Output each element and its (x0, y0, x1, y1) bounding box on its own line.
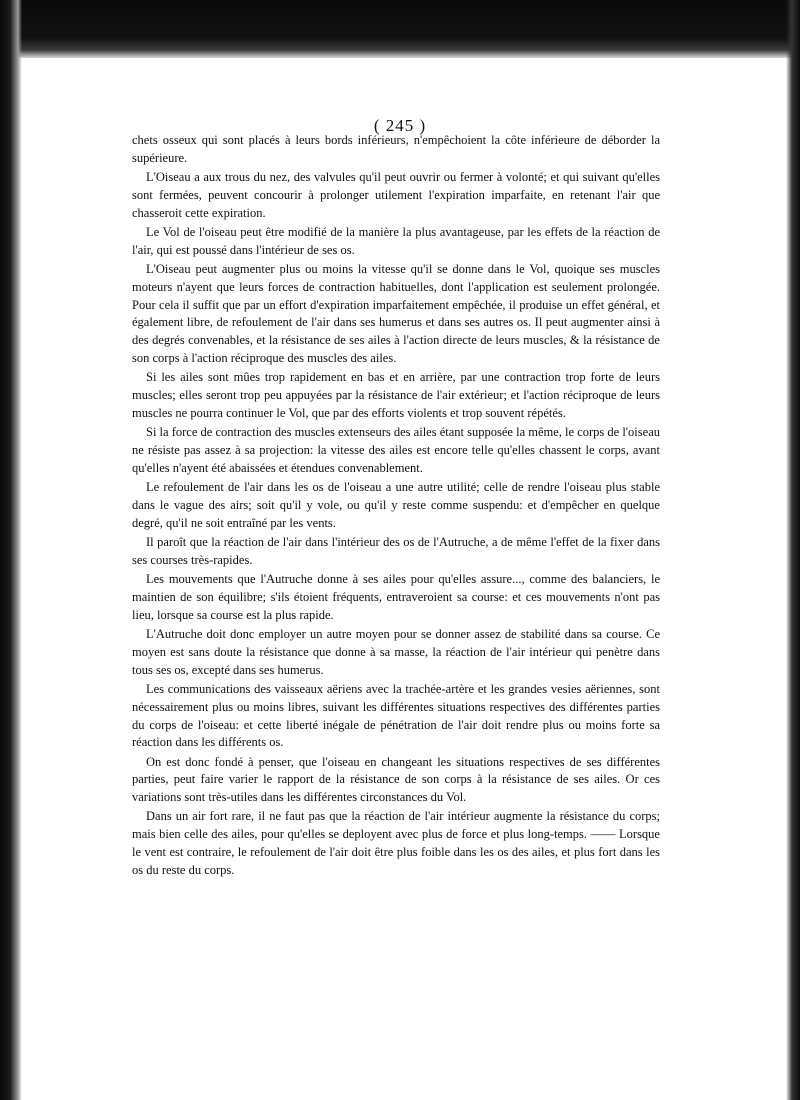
paragraph: Les mouvements que l'Autruche donne à ses ailes pour qu'elles assure..., comme des balanciers, le maintien de son équilibre; s'ils étoient fréquents, entraveroient sa course: et ces mouvements n'ont pas lieu, lorsque sa course est la plus rapide. (132, 572, 660, 622)
paragraph: Les communications des vaisseaux aëriens avec la trachée-artère et les grandes vesies aëriennes, sont nécessairement plus ou moins libres, suivant les différentes situations respectives des différentes parties du corps de l'oiseau: et cette liberté inégale de pénétration de l'air doit rendre plus ou moins forte sa réaction dans les différents os. (132, 681, 660, 750)
paragraph: L'Oiseau a aux trous du nez, des valvules qu'il peut ouvrir ou fermer à volonté; et qui suivant qu'elles sont fermées, peuvent concourir à prolonger utilement l'expiration imparfaite, en retenant l'air que chasseroit cette expiration. (132, 170, 660, 220)
scan-border-right (786, 0, 800, 1100)
paragraph: Le refoulement de l'air dans les os de l'oiseau a une autre utilité; celle de rendre l'oiseau plus stable dans le vague des airs; soit qu'il y vole, ou qu'il y reste comme suspendu: et d'empêcher en quelque degré, qu'il ne soit entraîné par les vents. (132, 480, 660, 530)
paragraph: On est donc fondé à penser, que l'oiseau en changeant les situations respectives de ses différentes parties, peut faire varier le rapport de la résistance de son corps à la résistance de ses ailes. Or ces variations sont très-utiles dans les différentes circonstances du Vol. (132, 754, 660, 805)
page-number: ( 245 ) (373, 116, 427, 135)
paragraph: chets osseux qui sont placés à leurs bords inférieurs, n'empêchoient la côte inférieure de déborder la supérieure. (132, 133, 660, 165)
paragraph: L'Oiseau peut augmenter plus ou moins la vitesse qu'il se donne dans le Vol, quoique ses muscles moteurs n'ayent que leurs forces de contraction habituelles, dont l'application est seulement prolongée. Pour cela il suffit que par un effort d'expiration imparfaitement empêchée, il produise un effet général, et également libre, de refoulement de l'air dans ses humerus et dans ses autres os. Il peut augmenter ainsi à des degrés convenables, et la résistance de ses ailes à l'action directe de leurs muscles, & la résistance de son corps à l'action réciproque des muscles des ailes. (132, 262, 660, 366)
scan-border-left (0, 0, 22, 1100)
paragraph: Dans un air fort rare, il ne faut pas que la réaction de l'air intérieur augmente la résistance du corps; mais bien celle des ailes, pour qu'elles se deployent avec plus de force et plus long-temps. —— Lorsque le vent est contraire, le refoulement de l'air doit être plus foible dans les os des ailes, et plus fort dans les os du reste du corps. (132, 809, 660, 877)
paragraph: Le Vol de l'oiseau peut être modifié de la manière la plus avantageuse, par les effets de la réaction de l'air, qui est poussé dans l'intérieur de ses os. (132, 224, 660, 257)
paragraph: Si la force de contraction des muscles extenseurs des ailes étant supposée la même, le corps de l'oiseau ne résiste pas assez à sa projection: la vitesse des ailes est encore telle qu'elles chassent le corps, avant qu'elles n'ayent été abaissées et étendues convenablement. (132, 425, 660, 475)
scan-border-top (0, 0, 800, 58)
page-body (132, 132, 660, 881)
paragraph: L'Autruche doit donc employer un autre moyen pour se donner assez de stabilité dans sa course. Ce moyen est sans doute la résistance que donne à sa masse, la réaction de l'air intérieur qui penètre dans tous ses os, excepté dans ses humerus. (132, 627, 660, 677)
paragraph: Il paroît que la réaction de l'air dans l'intérieur des os de l'Autruche, a de même l'effet de la fixer dans ses courses très-rapides. (132, 535, 660, 567)
paragraph: Si les ailes sont mûes trop rapidement en bas et en arrière, par une contraction trop forte de leurs muscles; elles seront trop peu appuyées par la résistance de l'air extérieur; et l'action réciproque de leurs muscles ne pourra continuer le Vol, que par des efforts violents et trop souvent répétés. (132, 370, 660, 420)
